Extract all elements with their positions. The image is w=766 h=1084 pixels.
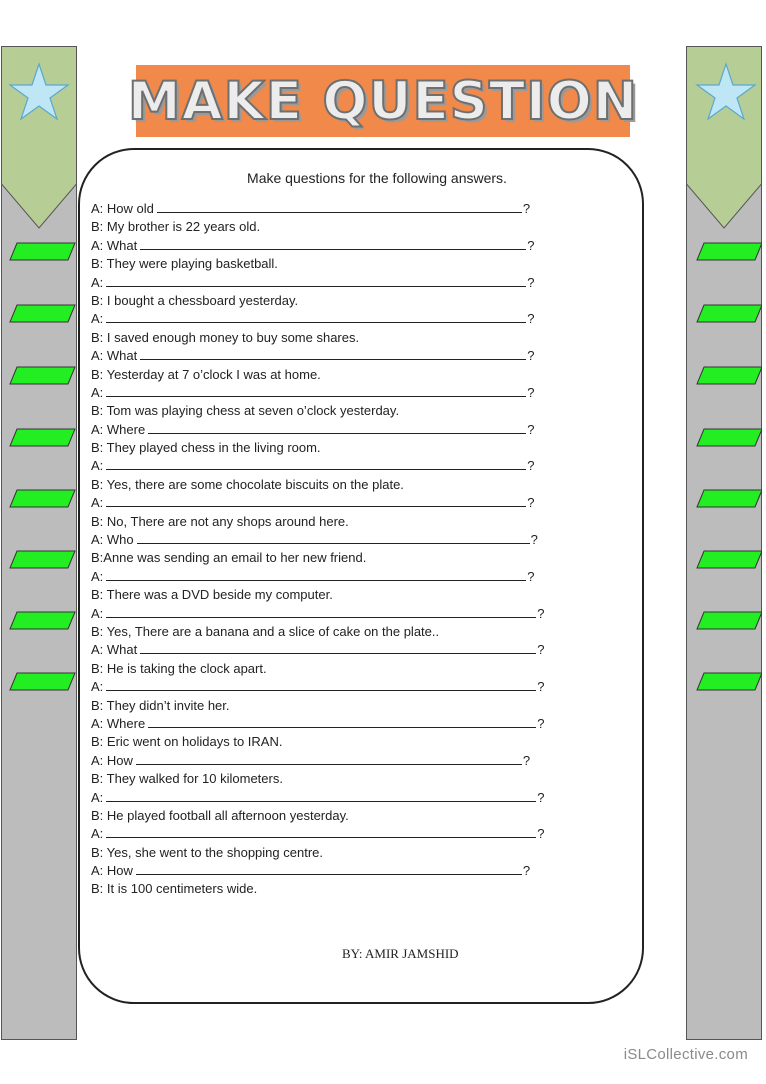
question-prompt: A: bbox=[91, 568, 104, 584]
question-prompt: A: bbox=[91, 826, 104, 842]
answer-blank[interactable] bbox=[140, 347, 526, 360]
question-prompt: A: Where bbox=[91, 715, 146, 731]
answer-blank[interactable] bbox=[106, 384, 526, 397]
question-mark: ? bbox=[522, 201, 531, 216]
question-prompt: A: How bbox=[91, 863, 133, 879]
question-line[interactable] bbox=[91, 752, 551, 770]
answer-blank[interactable] bbox=[157, 200, 522, 213]
question-prompt: A: Where bbox=[91, 421, 146, 437]
answer-blank[interactable] bbox=[106, 457, 526, 470]
answer-text: B: Yes, she went to the shopping centre. bbox=[91, 844, 323, 860]
question-prompt: A: How old bbox=[91, 201, 154, 216]
answer-blank[interactable] bbox=[140, 641, 536, 654]
answer-blank[interactable] bbox=[106, 825, 536, 838]
answer-text: B: They didn’t invite her. bbox=[91, 697, 230, 713]
question-prompt: A: How bbox=[91, 752, 133, 768]
left-decorative-bar bbox=[1, 46, 77, 1040]
question-prompt: A: Who bbox=[91, 532, 134, 548]
question-prompt: A: bbox=[91, 274, 104, 290]
answer-blank[interactable] bbox=[136, 862, 522, 875]
answer-line bbox=[91, 549, 551, 567]
question-mark: ? bbox=[537, 789, 545, 805]
question-line[interactable] bbox=[91, 494, 551, 512]
question-prompt: A: bbox=[91, 311, 104, 327]
question-line[interactable] bbox=[91, 274, 551, 292]
answer-blank[interactable] bbox=[106, 605, 536, 618]
answer-line bbox=[91, 255, 551, 273]
answer-line bbox=[91, 733, 551, 751]
question-prompt: A: bbox=[91, 605, 104, 621]
question-mark: ? bbox=[527, 568, 535, 584]
question-prompt: A: What bbox=[91, 237, 138, 253]
question-mark: ? bbox=[527, 348, 535, 364]
answer-text: B: My brother is 22 years old. bbox=[91, 219, 261, 235]
question-mark: ? bbox=[527, 384, 535, 400]
answer-line bbox=[91, 439, 551, 457]
answer-text: B: Eric went on holidays to IRAN. bbox=[91, 734, 283, 750]
answer-text: B: It is 100 centimeters wide. bbox=[91, 881, 258, 897]
answer-text: B: There was a DVD beside my computer. bbox=[91, 587, 333, 603]
question-mark: ? bbox=[537, 679, 545, 695]
question-answer-list bbox=[91, 200, 551, 899]
question-line[interactable] bbox=[91, 641, 551, 659]
question-line[interactable] bbox=[91, 421, 551, 439]
question-line[interactable] bbox=[91, 310, 551, 328]
question-line[interactable] bbox=[91, 347, 551, 365]
question-mark: ? bbox=[530, 532, 538, 548]
question-line[interactable] bbox=[91, 568, 551, 586]
answer-line bbox=[91, 623, 551, 641]
question-mark: ? bbox=[537, 605, 545, 621]
answer-line bbox=[91, 844, 551, 862]
question-mark: ? bbox=[537, 642, 545, 658]
question-line[interactable] bbox=[91, 531, 551, 549]
question-mark: ? bbox=[522, 863, 531, 879]
answer-line bbox=[91, 513, 551, 531]
question-prompt: A: bbox=[91, 495, 104, 511]
answer-blank[interactable] bbox=[148, 421, 526, 434]
answer-line bbox=[91, 329, 551, 347]
answer-line bbox=[91, 880, 551, 898]
answer-text: B: He played football all afternoon yesterday. bbox=[91, 807, 349, 823]
answer-blank[interactable] bbox=[136, 752, 522, 765]
answer-blank[interactable] bbox=[106, 310, 526, 323]
answer-line bbox=[91, 807, 551, 825]
worksheet-title: MAKE QUESTION bbox=[127, 70, 639, 132]
answer-line bbox=[91, 770, 551, 788]
answer-text: B: Yes, There are a banana and a slice of cake on the plate.. bbox=[91, 623, 440, 639]
answer-line bbox=[91, 697, 551, 715]
question-line[interactable] bbox=[91, 715, 551, 733]
answer-line bbox=[91, 218, 551, 236]
answer-blank[interactable] bbox=[106, 274, 526, 287]
watermark: iSLCollective.com bbox=[623, 1046, 748, 1063]
question-mark: ? bbox=[527, 311, 535, 327]
answer-blank[interactable] bbox=[148, 715, 536, 728]
answer-blank[interactable] bbox=[106, 789, 536, 802]
question-mark: ? bbox=[527, 458, 535, 474]
answer-line bbox=[91, 402, 551, 420]
answer-blank[interactable] bbox=[140, 237, 526, 250]
instructions: Make questions for the following answers. bbox=[247, 170, 507, 186]
title-banner bbox=[127, 65, 639, 137]
question-line[interactable] bbox=[91, 384, 551, 402]
answer-text: B: Tom was playing chess at seven o’clock yesterday. bbox=[91, 403, 400, 419]
question-mark: ? bbox=[527, 237, 535, 253]
question-line[interactable] bbox=[91, 825, 551, 843]
question-mark: ? bbox=[522, 752, 531, 768]
answer-blank[interactable] bbox=[106, 678, 536, 691]
question-prompt: A: What bbox=[91, 348, 138, 364]
question-prompt: A: bbox=[91, 679, 104, 695]
answer-text: B:Anne was sending an email to her new friend. bbox=[91, 550, 367, 566]
answer-blank[interactable] bbox=[106, 568, 526, 581]
question-prompt: A: bbox=[91, 458, 104, 474]
answer-line bbox=[91, 660, 551, 678]
question-line[interactable] bbox=[91, 200, 551, 218]
question-line[interactable] bbox=[91, 237, 551, 255]
author-credit: BY: AMIR JAMSHID bbox=[342, 946, 459, 961]
answer-text: B: Yesterday at 7 o’clock I was at home. bbox=[91, 366, 321, 382]
answer-line bbox=[91, 292, 551, 310]
answer-text: B: No, There are not any shops around here. bbox=[91, 513, 349, 529]
question-line[interactable] bbox=[91, 862, 551, 880]
answer-text: B: They walked for 10 kilometers. bbox=[91, 771, 283, 787]
question-mark: ? bbox=[537, 826, 545, 842]
question-prompt: A: What bbox=[91, 642, 138, 658]
answer-text: B: They were playing basketball. bbox=[91, 256, 278, 272]
answer-text: B: Yes, there are some chocolate biscuits on the plate. bbox=[91, 476, 404, 492]
answer-blank[interactable] bbox=[137, 531, 530, 544]
answer-text: B: I saved enough money to buy some shares. bbox=[91, 329, 360, 345]
question-mark: ? bbox=[537, 715, 545, 731]
answer-text: B: They played chess in the living room. bbox=[91, 440, 321, 456]
answer-blank[interactable] bbox=[106, 494, 526, 507]
answer-line bbox=[91, 366, 551, 384]
answer-line bbox=[91, 586, 551, 604]
question-prompt: A: bbox=[91, 384, 104, 400]
question-line[interactable] bbox=[91, 457, 551, 475]
answer-line bbox=[91, 476, 551, 494]
question-mark: ? bbox=[527, 495, 535, 511]
question-mark: ? bbox=[527, 421, 535, 437]
question-mark: ? bbox=[527, 274, 535, 290]
right-decorative-bar bbox=[686, 46, 762, 1040]
question-prompt: A: bbox=[91, 789, 104, 805]
question-line[interactable] bbox=[91, 605, 551, 623]
answer-text: B: I bought a chessboard yesterday. bbox=[91, 292, 299, 308]
question-line[interactable] bbox=[91, 789, 551, 807]
question-line[interactable] bbox=[91, 678, 551, 696]
answer-text: B: He is taking the clock apart. bbox=[91, 660, 267, 676]
